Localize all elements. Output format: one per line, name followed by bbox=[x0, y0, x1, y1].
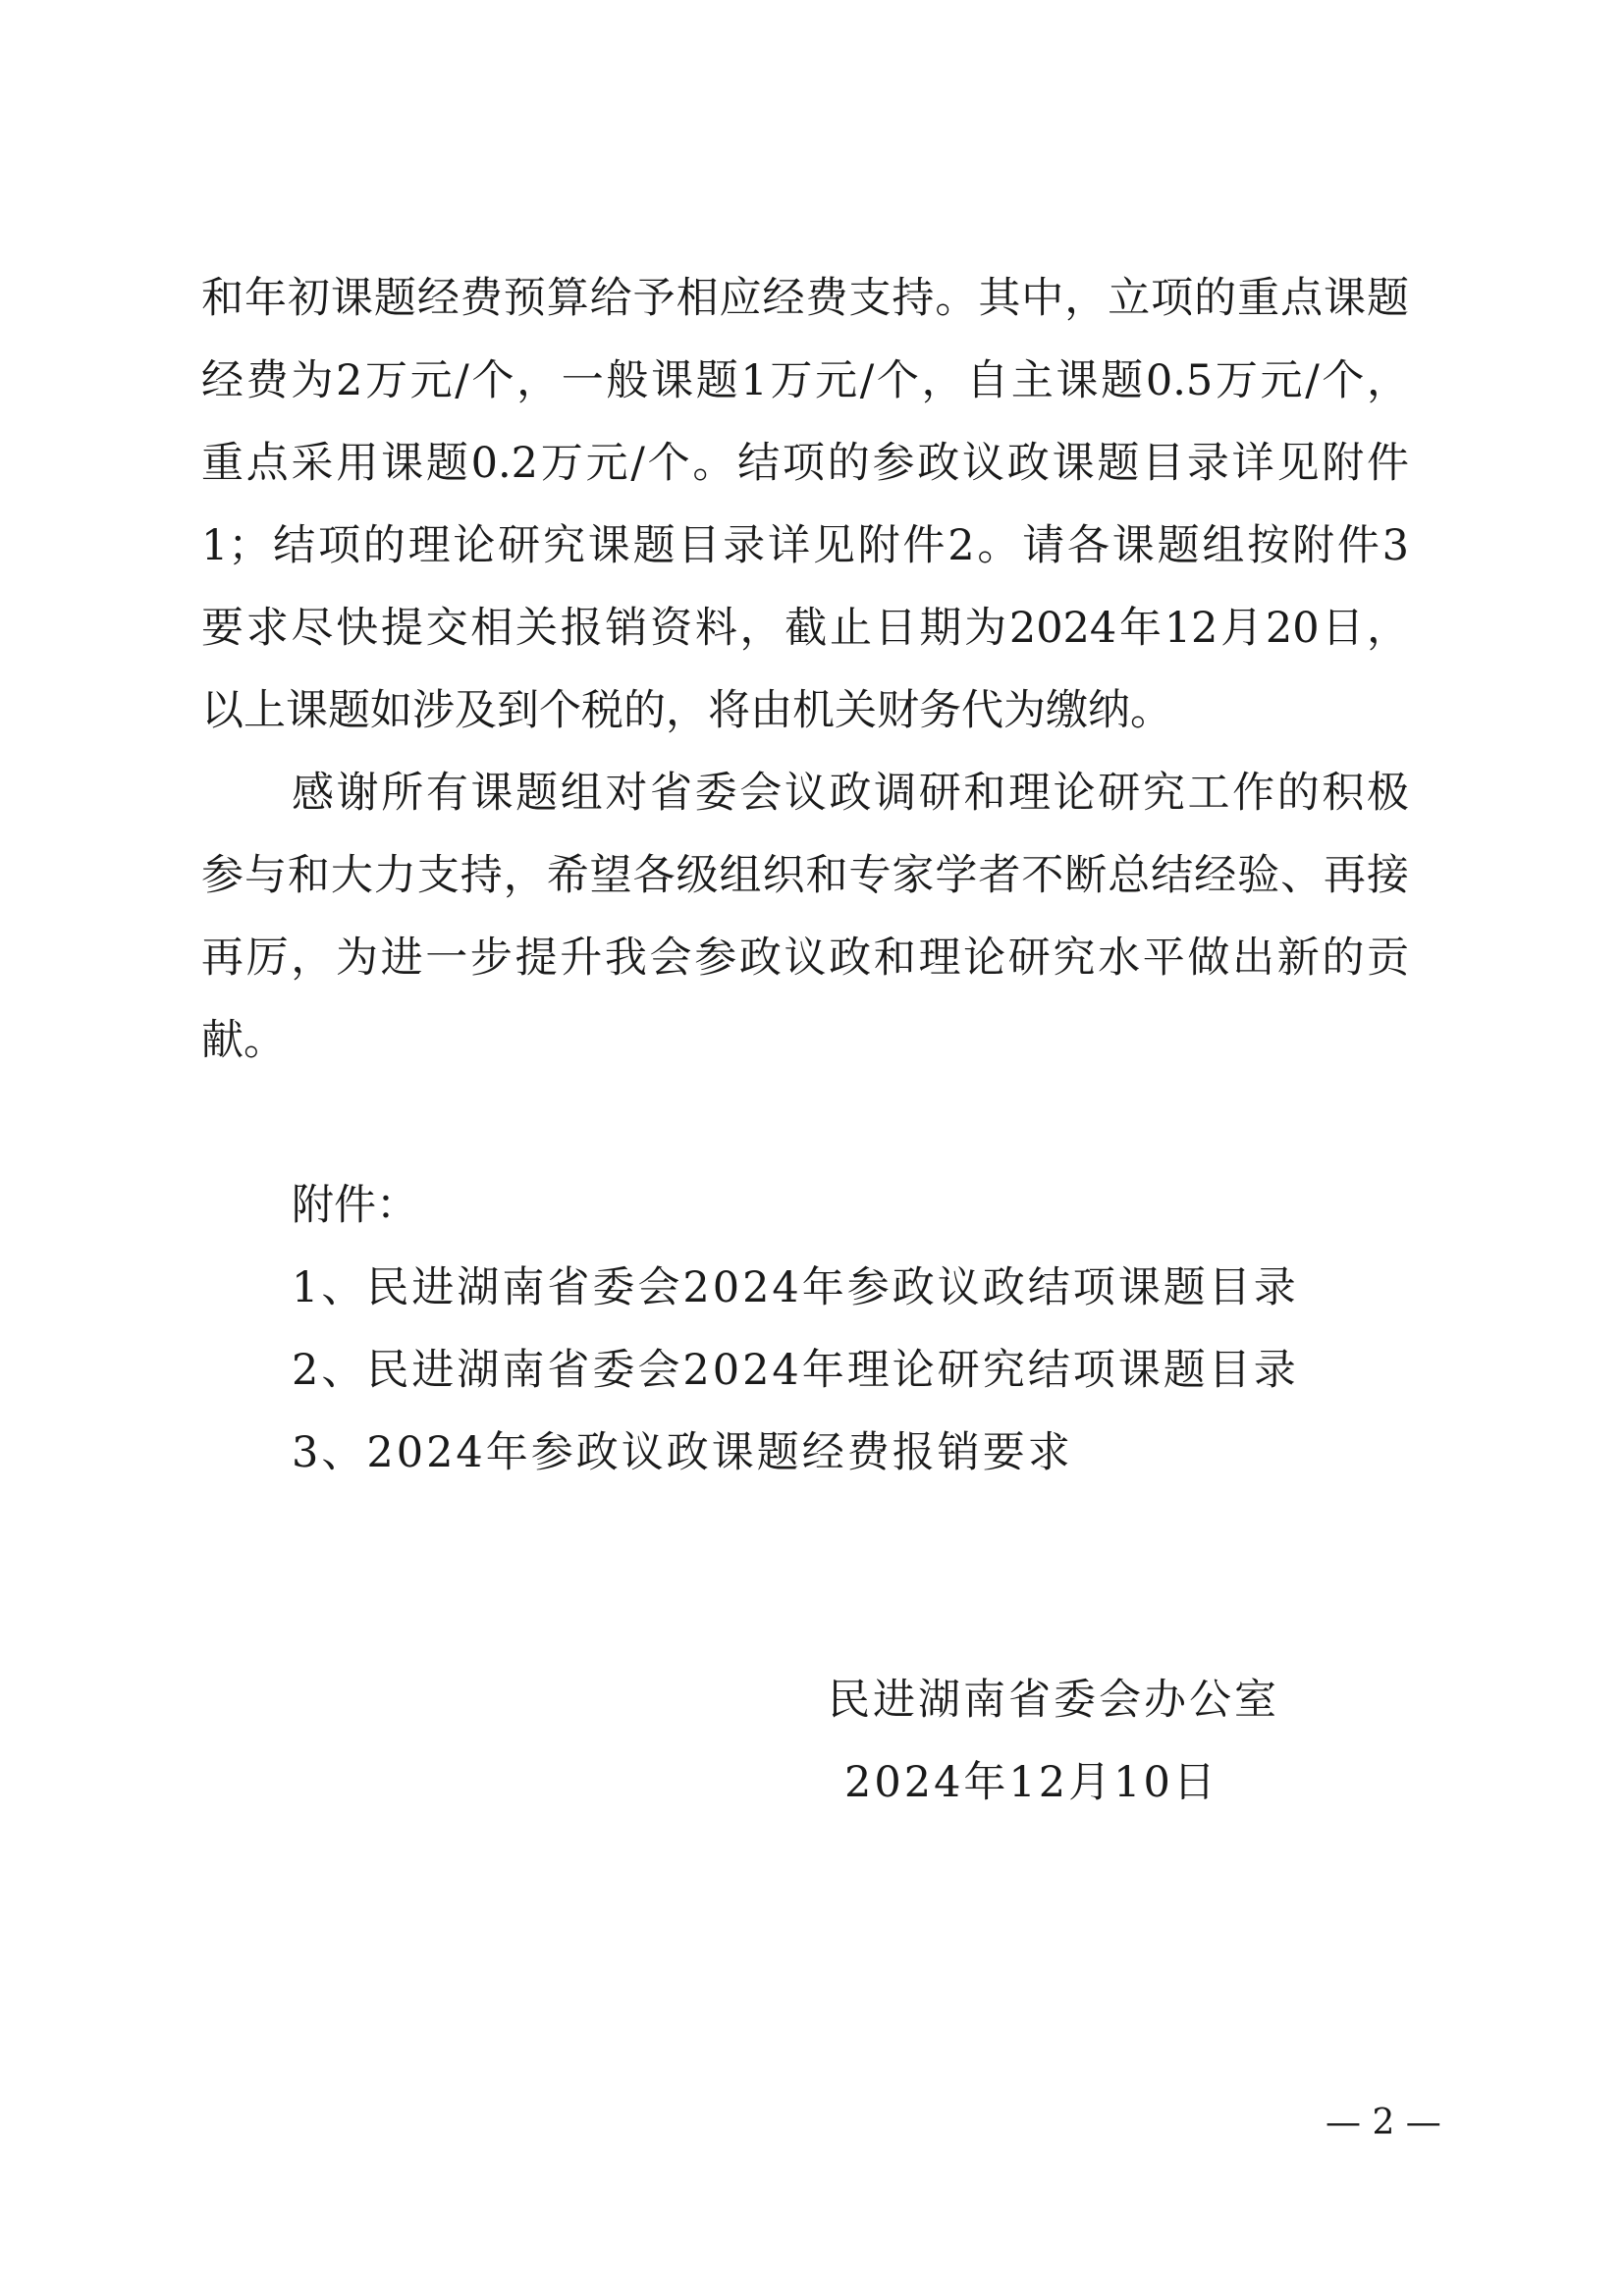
attachment-item-2: 2、民进湖南省委会2024年理论研究结项课题目录 bbox=[292, 1346, 1299, 1395]
paragraph2-line-2: 参与和大力支持，希望各级组织和专家学者不断总结经验、再接 bbox=[201, 851, 1409, 900]
paragraph1-line-5: 要求尽快提交相关报销资料，截止日期为2024年12月20日， bbox=[201, 604, 1409, 653]
attachment-item-3: 3、2024年参政议政课题经费报销要求 bbox=[292, 1428, 1073, 1477]
paragraph1-line-4: 1；结项的理论研究课题目录详见附件2。请各课题组按附件3 bbox=[201, 521, 1409, 570]
paragraph1-line-3: 重点采用课题0.2万元/个。结项的参政议政课题目录详见附件 bbox=[201, 439, 1409, 488]
signature-organization: 民进湖南省委会办公室 bbox=[828, 1676, 1279, 1725]
paragraph2-line-1: 感谢所有课题组对省委会议政调研和理论研究工作的积极 bbox=[292, 769, 1409, 818]
paragraph2-line-4: 献。 bbox=[201, 1016, 286, 1065]
paragraph1-line-6: 以上课题如涉及到个税的，将由机关财务代为缴纳。 bbox=[201, 686, 1172, 735]
paragraph1-line-2: 经费为2万元/个，一般课题1万元/个，自主课题0.5万元/个， bbox=[201, 356, 1409, 405]
signature-date: 2024年12月10日 bbox=[844, 1758, 1218, 1807]
attachment-item-1: 1、民进湖南省委会2024年参政议政结项课题目录 bbox=[292, 1263, 1299, 1312]
attachments-heading: 附件： bbox=[292, 1181, 418, 1230]
paragraph2-line-3: 再厉，为进一步提升我会参政议政和理论研究水平做出新的贡 bbox=[201, 934, 1409, 983]
page-number: — 2 — bbox=[1326, 2103, 1441, 2143]
paragraph1-line-1: 和年初课题经费预算给予相应经费支持。其中，立项的重点课题 bbox=[201, 274, 1409, 323]
